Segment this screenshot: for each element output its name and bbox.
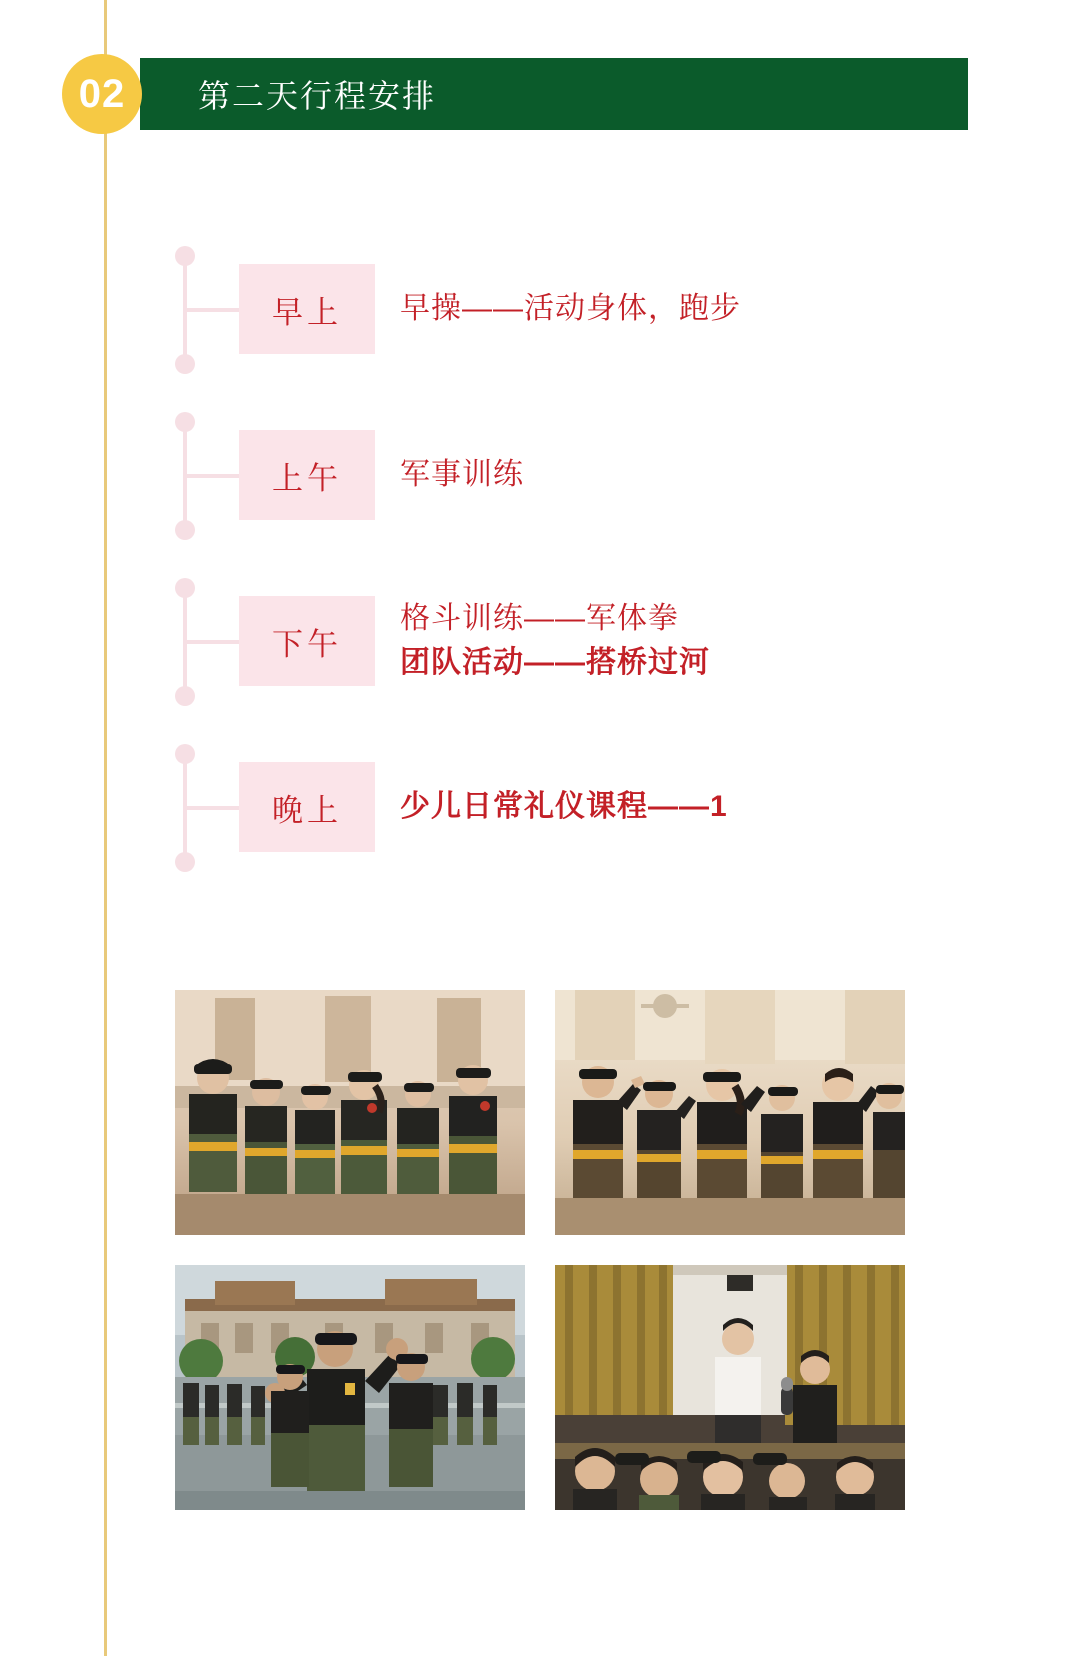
photo-outdoor-training [175,1265,525,1510]
section-number-text: 02 [78,71,126,116]
schedule-period-chip [239,596,375,686]
timeline-arm [185,806,245,810]
section-header-bar [140,58,968,130]
schedule-timeline [175,238,975,902]
timeline-dot-icon [175,354,195,374]
schedule-row [175,238,975,404]
timeline-arm [185,640,245,644]
section-number-badge [62,54,142,134]
schedule-activity-line: 早操——活动身体，跑步 [400,292,741,325]
schedule-content [400,264,960,354]
section-title: 第二天行程安排 [198,78,437,114]
schedule-period-label: 早上 [272,294,342,330]
schedule-row [175,404,975,570]
photo-salute [555,990,905,1235]
schedule-content [400,596,960,686]
schedule-period-label: 晚上 [272,792,342,828]
schedule-content [400,430,960,520]
schedule-activity-line: 少儿日常礼仪课程——1 [400,790,728,823]
left-vertical-rule [104,0,107,1656]
photo-etiquette-class [555,1265,905,1510]
photo-grid [175,990,905,1510]
schedule-row [175,736,975,902]
timeline-dot-icon [175,852,195,872]
photo-lineup-indoor [175,990,525,1235]
schedule-period-chip [239,430,375,520]
timeline-dot-icon [175,520,195,540]
schedule-period-label: 下午 [272,626,342,662]
schedule-period-chip [239,762,375,852]
schedule-content [400,762,960,852]
schedule-activity-line: 军事训练 [400,458,524,491]
timeline-dot-icon [175,686,195,706]
timeline-arm [185,308,245,312]
schedule-period-label: 上午 [272,460,342,496]
schedule-activity-line: 团队活动——搭桥过河 [400,646,710,679]
timeline-arm [185,474,245,478]
schedule-period-chip [239,264,375,354]
schedule-activity-line: 格斗训练——军体拳 [400,602,679,635]
schedule-row [175,570,975,736]
